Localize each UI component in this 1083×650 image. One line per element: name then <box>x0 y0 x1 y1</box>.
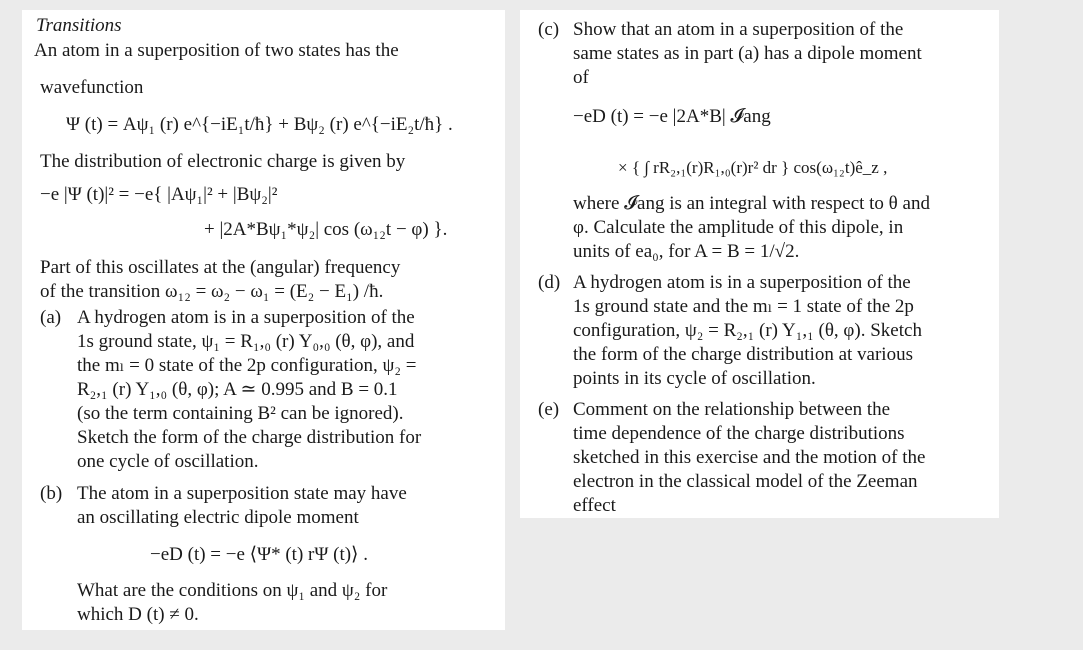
part-a-line: A hydrogen atom is in a superposition of the <box>77 307 415 328</box>
part-d-line: points in its cycle of oscillation. <box>573 368 816 389</box>
part-a-line: Sketch the form of the charge distribution for <box>77 427 422 448</box>
intro-line-2: wavefunction <box>40 77 144 98</box>
right-column-panel <box>520 10 999 518</box>
part-a-line: the mₗ = 0 state of the 2p configuration, ψ₂ = <box>77 355 417 376</box>
dipole-moment-equation-line-2: × { ∫ rR₂,₁(r)R₁,₀(r)r² dr } cos(ω₁₂t)ê_z , <box>618 158 888 177</box>
dipole-moment-equation-line-1: −eD (t) = −e |2A*B| 𝓘ang <box>573 106 771 127</box>
part-c-line: of <box>573 67 589 88</box>
part-a-line: R₂,₁ (r) Y₁,₀ (θ, φ); A ≃ 0.995 and B = 0.1 <box>77 379 398 400</box>
part-c-after-line: where 𝓘ang is an integral with respect to θ and <box>573 193 930 214</box>
part-d-line: configuration, ψ₂ = R₂,₁ (r) Y₁,₁ (θ, φ). Sketch <box>573 320 922 341</box>
part-c-line: Show that an atom in a superposition of the <box>573 19 904 40</box>
part-c-after-line: units of ea₀, for A = B = 1/√2. <box>573 241 800 262</box>
part-e-line: time dependence of the charge distributions <box>573 423 905 444</box>
part-e-label: (e) <box>538 399 560 420</box>
part-b-label: (b) <box>40 483 63 504</box>
oscillation-line-2: of the transition ω₁₂ = ω₂ − ω₁ = (E₂ − E₁) /ħ. <box>40 281 384 302</box>
left-column-panel <box>22 10 505 630</box>
part-c-label: (c) <box>538 19 560 40</box>
oscillation-line-1: Part of this oscillates at the (angular) frequency <box>40 257 401 278</box>
charge-intro: The distribution of electronic charge is given by <box>40 151 406 172</box>
part-e-line: sketched in this exercise and the motion of the <box>573 447 926 468</box>
part-a-label: (a) <box>40 307 62 328</box>
part-e-line: Comment on the relationship between the <box>573 399 891 420</box>
intro-line-1: An atom in a superposition of two states has the <box>34 40 399 61</box>
part-d-line: A hydrogen atom is in a superposition of the <box>573 272 911 293</box>
part-b-after-line: which D (t) ≠ 0. <box>77 604 199 625</box>
part-d-label: (d) <box>538 272 561 293</box>
part-e-line: electron in the classical model of the Zeeman <box>573 471 918 492</box>
section-title: Transitions <box>36 15 122 36</box>
part-d-line: 1s ground state and the mₗ = 1 state of the 2p <box>573 296 914 317</box>
part-a-line: 1s ground state, ψ₁ = R₁,₀ (r) Y₀,₀ (θ, φ), and <box>77 331 415 352</box>
wavefunction-equation-text: Ψ (t) = Aψ₁ (r) e^{−iE₁t/ħ} + Bψ₂ (r) e^{−iE₂t/ħ} . <box>66 114 453 135</box>
part-c-line: same states as in part (a) has a dipole moment <box>573 43 922 64</box>
charge-equation-line-2: + |2A*Bψ₁*ψ₂| cos (ω₁₂t − φ) }. <box>204 219 448 240</box>
part-a-line: one cycle of oscillation. <box>77 451 259 472</box>
part-e-line: effect <box>573 495 616 516</box>
part-b-line: The atom in a superposition state may have <box>77 483 407 504</box>
charge-equation-line-1: −e |Ψ (t)|² = −e{ |Aψ₁|² + |Bψ₂|² <box>40 184 278 205</box>
dipole-equation: −eD (t) = −e ⟨Ψ* (t) rΨ (t)⟩ . <box>150 544 368 565</box>
part-b-line: an oscillating electric dipole moment <box>77 507 359 528</box>
part-d-line: the form of the charge distribution at various <box>573 344 913 365</box>
wavefunction-equation <box>66 113 453 137</box>
part-c-after-line: φ. Calculate the amplitude of this dipole, in <box>573 217 904 238</box>
part-a-line: (so the term containing B² can be ignored). <box>77 403 404 424</box>
part-b-after-line: What are the conditions on ψ₁ and ψ₂ for <box>77 580 388 601</box>
